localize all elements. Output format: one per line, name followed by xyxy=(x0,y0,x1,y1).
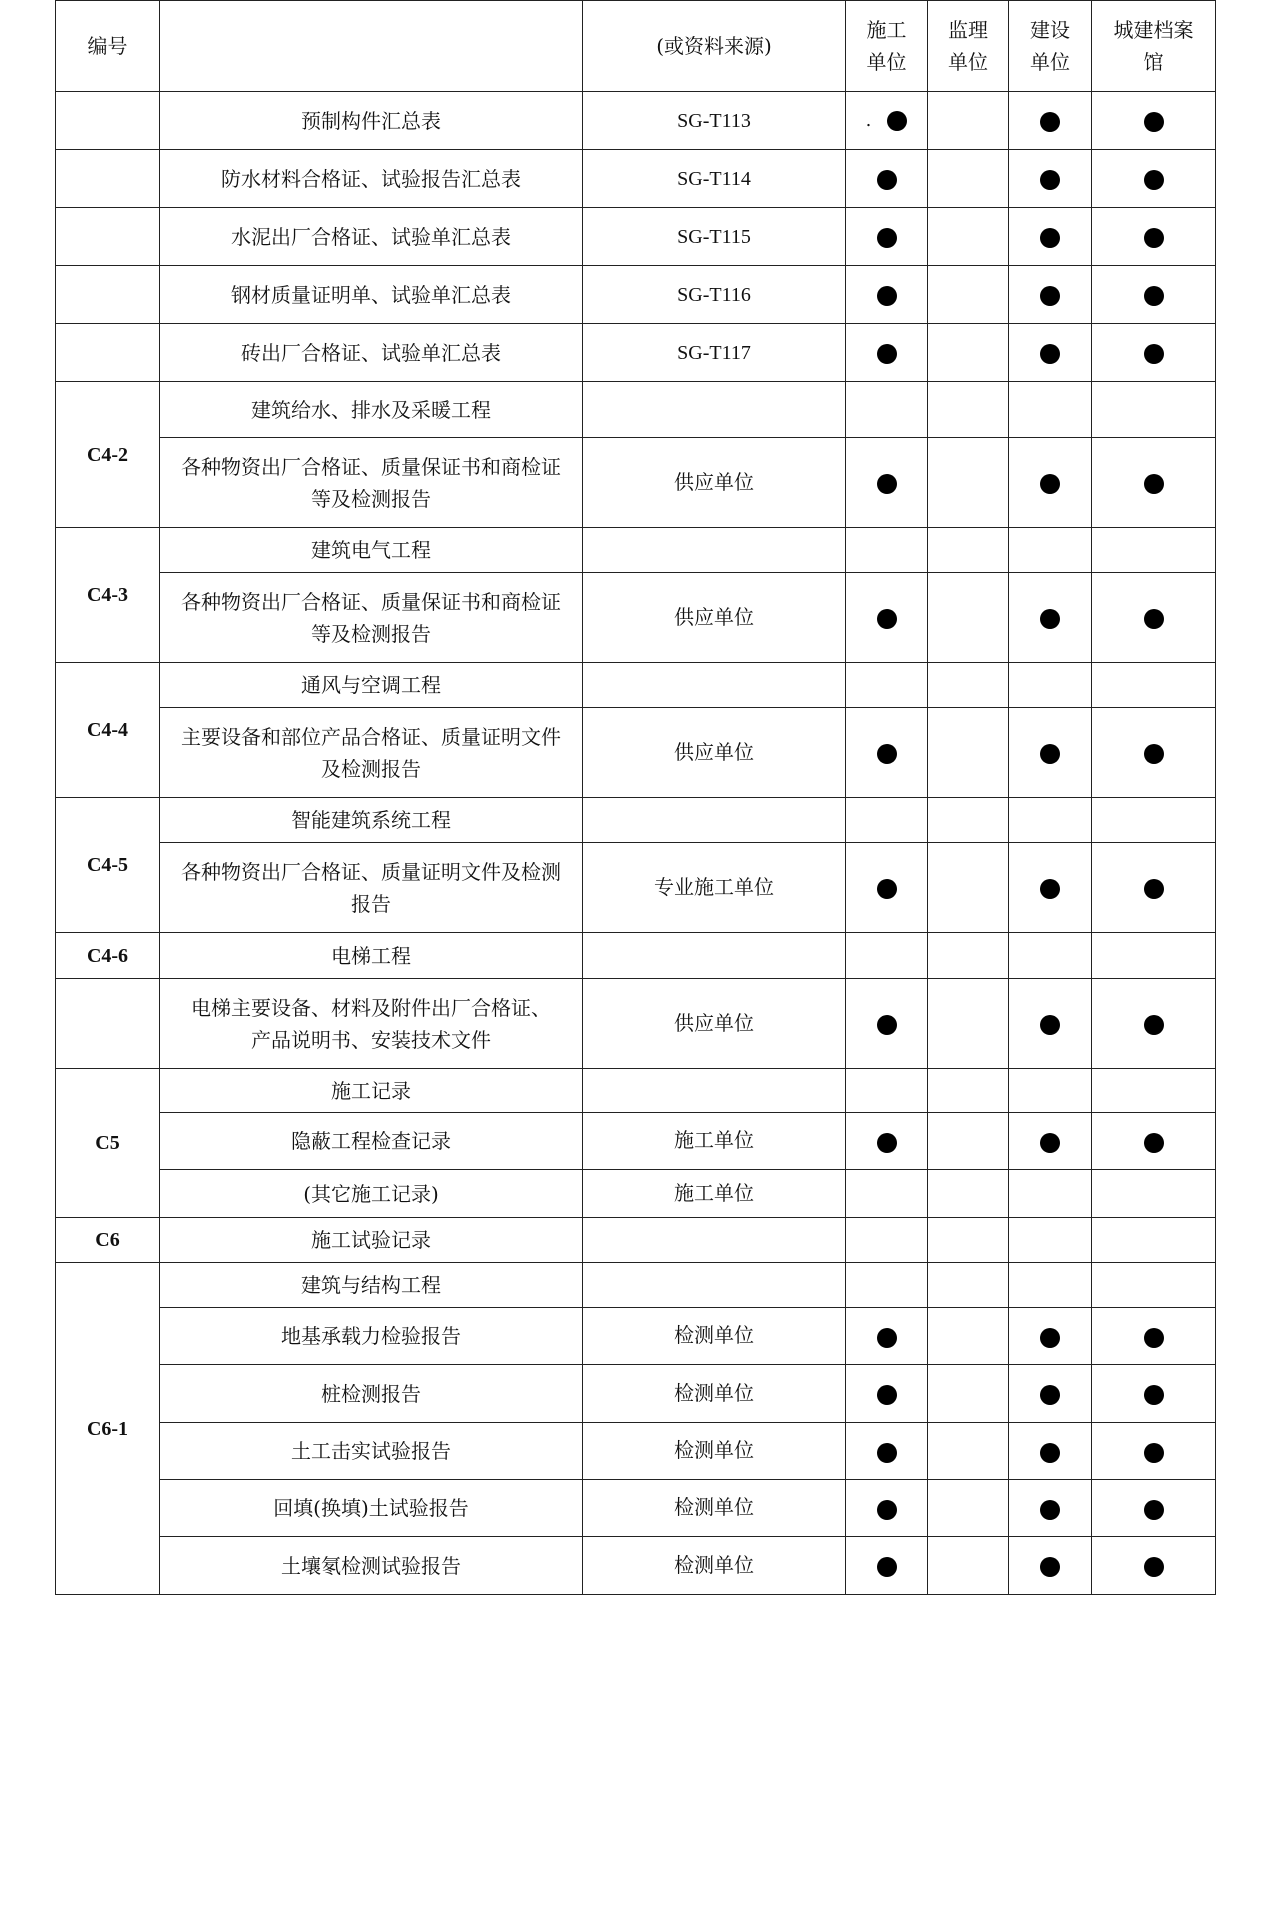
item-source: SG-T117 xyxy=(583,324,846,382)
item-source xyxy=(583,1218,846,1263)
table-row xyxy=(56,1423,1216,1480)
archive-cell-archive xyxy=(1092,438,1216,528)
table-row xyxy=(56,382,1216,438)
archive-cell-supervision xyxy=(928,573,1009,663)
item-source: SG-T115 xyxy=(583,208,846,266)
archive-cell-supervision xyxy=(928,528,1009,573)
item-name: 各种物资出厂合格证、质量保证书和商检证 等及检测报告 xyxy=(160,438,583,528)
archive-cell-owner xyxy=(1009,528,1092,573)
filled-dot-icon xyxy=(887,111,907,131)
filled-dot-icon xyxy=(1040,609,1060,629)
item-name: 主要设备和部位产品合格证、质量证明文件 及检测报告 xyxy=(160,708,583,798)
archive-cell-archive xyxy=(1092,92,1216,150)
archive-cell-supervision xyxy=(928,1423,1009,1480)
item-code xyxy=(56,150,160,208)
archive-cell-supervision xyxy=(928,92,1009,150)
archive-cell-owner xyxy=(1009,150,1092,208)
table-row xyxy=(56,1113,1216,1170)
item-name: 钢材质量证明单、试验单汇总表 xyxy=(160,266,583,324)
item-source: 检测单位 xyxy=(583,1480,846,1537)
filled-dot-icon xyxy=(1040,744,1060,764)
item-source: 检测单位 xyxy=(583,1537,846,1595)
archive-cell-supervision xyxy=(928,324,1009,382)
item-name: 隐蔽工程检查记录 xyxy=(160,1113,583,1170)
filled-dot-icon xyxy=(877,1500,897,1520)
archive-cell-construction xyxy=(846,979,928,1069)
item-source xyxy=(583,663,846,708)
archive-cell-archive xyxy=(1092,708,1216,798)
archive-cell-supervision xyxy=(928,1365,1009,1423)
archive-cell-construction xyxy=(846,1537,928,1595)
archive-cell-supervision xyxy=(928,1308,1009,1365)
table-row xyxy=(56,933,1216,979)
item-name: 电梯工程 xyxy=(160,933,583,979)
archive-cell-supervision xyxy=(928,663,1009,708)
item-source xyxy=(583,933,846,979)
table-row xyxy=(56,266,1216,324)
archive-cell-owner xyxy=(1009,1537,1092,1595)
archive-cell-owner xyxy=(1009,382,1092,438)
archive-cell-owner xyxy=(1009,1170,1092,1218)
item-source: 施工单位 xyxy=(583,1113,846,1170)
filled-dot-icon xyxy=(877,609,897,629)
item-name: 各种物资出厂合格证、质量保证书和商检证 等及检测报告 xyxy=(160,573,583,663)
archive-cell-owner xyxy=(1009,1365,1092,1423)
item-code: C4-4 xyxy=(56,663,160,798)
archive-cell-construction xyxy=(846,324,928,382)
item-name: 土壤氡检测试验报告 xyxy=(160,1537,583,1595)
archive-cell-owner xyxy=(1009,324,1092,382)
filled-dot-icon xyxy=(1144,286,1164,306)
table-row xyxy=(56,438,1216,528)
filled-dot-icon xyxy=(1144,344,1164,364)
archive-cell-archive xyxy=(1092,1365,1216,1423)
filled-dot-icon xyxy=(1144,228,1164,248)
stray-mark: . xyxy=(865,110,872,132)
archive-cell-supervision xyxy=(928,933,1009,979)
filled-dot-icon xyxy=(1040,1443,1060,1463)
item-name: 防水材料合格证、试验报告汇总表 xyxy=(160,150,583,208)
archive-cell-construction xyxy=(846,1263,928,1308)
archive-requirements-table xyxy=(55,0,1216,1595)
archive-cell-owner xyxy=(1009,843,1092,933)
item-name: 施工试验记录 xyxy=(160,1218,583,1263)
table-row xyxy=(56,843,1216,933)
item-code xyxy=(56,92,160,150)
archive-cell-supervision xyxy=(928,438,1009,528)
table-row xyxy=(56,979,1216,1069)
archive-cell-owner xyxy=(1009,573,1092,663)
item-code: C6 xyxy=(56,1218,160,1263)
item-code: C4-3 xyxy=(56,528,160,663)
item-code: C4-2 xyxy=(56,382,160,528)
header-org-owner: 建设 单位 xyxy=(1009,1,1092,92)
archive-cell-owner xyxy=(1009,663,1092,708)
item-source: 检测单位 xyxy=(583,1423,846,1480)
archive-cell-owner xyxy=(1009,1263,1092,1308)
item-source xyxy=(583,1263,846,1308)
item-code: C5 xyxy=(56,1069,160,1218)
filled-dot-icon xyxy=(1040,1133,1060,1153)
item-name: 通风与空调工程 xyxy=(160,663,583,708)
archive-cell-owner xyxy=(1009,708,1092,798)
filled-dot-icon xyxy=(877,1015,897,1035)
archive-cell-construction xyxy=(846,528,928,573)
filled-dot-icon xyxy=(1040,879,1060,899)
table-row xyxy=(56,528,1216,573)
archive-cell-owner xyxy=(1009,979,1092,1069)
filled-dot-icon xyxy=(877,344,897,364)
archive-cell-construction xyxy=(846,798,928,843)
archive-cell-archive xyxy=(1092,933,1216,979)
filled-dot-icon xyxy=(1040,170,1060,190)
header-org-archive: 城建档案 馆 xyxy=(1092,1,1216,92)
header-name xyxy=(160,1,583,92)
item-source xyxy=(583,798,846,843)
archive-cell-construction xyxy=(846,1308,928,1365)
archive-cell-construction xyxy=(846,663,928,708)
archive-cell-construction xyxy=(846,1423,928,1480)
item-source xyxy=(583,382,846,438)
filled-dot-icon xyxy=(1144,170,1164,190)
archive-cell-construction xyxy=(846,1170,928,1218)
item-source: 检测单位 xyxy=(583,1308,846,1365)
filled-dot-icon xyxy=(1144,1500,1164,1520)
filled-dot-icon xyxy=(877,170,897,190)
table-row xyxy=(56,92,1216,150)
archive-cell-archive xyxy=(1092,798,1216,843)
item-name: 土工击实试验报告 xyxy=(160,1423,583,1480)
archive-cell-owner xyxy=(1009,208,1092,266)
table-row xyxy=(56,1263,1216,1308)
filled-dot-icon xyxy=(1040,1500,1060,1520)
filled-dot-icon xyxy=(1040,286,1060,306)
item-source: 供应单位 xyxy=(583,708,846,798)
filled-dot-icon xyxy=(877,286,897,306)
filled-dot-icon xyxy=(877,879,897,899)
table-row xyxy=(56,1308,1216,1365)
archive-cell-construction xyxy=(846,1069,928,1113)
archive-cell-owner xyxy=(1009,933,1092,979)
table-row xyxy=(56,1365,1216,1423)
table-row xyxy=(56,798,1216,843)
archive-cell-archive xyxy=(1092,843,1216,933)
archive-cell-supervision xyxy=(928,382,1009,438)
archive-cell-archive xyxy=(1092,1113,1216,1170)
archive-cell-supervision xyxy=(928,1170,1009,1218)
filled-dot-icon xyxy=(1040,112,1060,132)
archive-cell-supervision xyxy=(928,208,1009,266)
item-source: SG-T116 xyxy=(583,266,846,324)
filled-dot-icon xyxy=(1040,1557,1060,1577)
filled-dot-icon xyxy=(877,744,897,764)
header-org-construction: 施工 单位 xyxy=(846,1,928,92)
item-code xyxy=(56,979,160,1069)
item-name: 水泥出厂合格证、试验单汇总表 xyxy=(160,208,583,266)
archive-cell-archive xyxy=(1092,573,1216,663)
item-name: 各种物资出厂合格证、质量证明文件及检测 报告 xyxy=(160,843,583,933)
item-source: SG-T113 xyxy=(583,92,846,150)
archive-cell-archive xyxy=(1092,1218,1216,1263)
archive-cell-construction xyxy=(846,92,928,150)
table-row xyxy=(56,1069,1216,1113)
archive-cell-archive xyxy=(1092,324,1216,382)
archive-cell-archive xyxy=(1092,1263,1216,1308)
item-code: C4-6 xyxy=(56,933,160,979)
item-name: 桩检测报告 xyxy=(160,1365,583,1423)
header-code: 编号 xyxy=(56,1,160,92)
archive-cell-construction xyxy=(846,843,928,933)
item-name: (其它施工记录) xyxy=(160,1170,583,1218)
archive-cell-supervision xyxy=(928,1263,1009,1308)
archive-cell-owner xyxy=(1009,438,1092,528)
archive-cell-construction xyxy=(846,1113,928,1170)
filled-dot-icon xyxy=(1144,1443,1164,1463)
filled-dot-icon xyxy=(877,1385,897,1405)
item-source: 施工单位 xyxy=(583,1170,846,1218)
item-code: C6-1 xyxy=(56,1263,160,1595)
filled-dot-icon xyxy=(877,228,897,248)
archive-cell-archive xyxy=(1092,1480,1216,1537)
archive-cell-construction xyxy=(846,933,928,979)
archive-cell-construction xyxy=(846,438,928,528)
filled-dot-icon xyxy=(1144,1557,1164,1577)
archive-cell-owner xyxy=(1009,1423,1092,1480)
filled-dot-icon xyxy=(1144,1015,1164,1035)
filled-dot-icon xyxy=(1144,609,1164,629)
archive-cell-archive xyxy=(1092,382,1216,438)
table-row xyxy=(56,1170,1216,1218)
item-name: 砖出厂合格证、试验单汇总表 xyxy=(160,324,583,382)
filled-dot-icon xyxy=(1144,1328,1164,1348)
archive-cell-construction xyxy=(846,708,928,798)
filled-dot-icon xyxy=(1144,879,1164,899)
header-source: (或资料来源) xyxy=(583,1,846,92)
archive-cell-supervision xyxy=(928,843,1009,933)
filled-dot-icon xyxy=(1144,1133,1164,1153)
archive-cell-construction xyxy=(846,1365,928,1423)
item-name: 地基承载力检验报告 xyxy=(160,1308,583,1365)
header-row xyxy=(56,1,1216,92)
filled-dot-icon xyxy=(1040,1328,1060,1348)
item-name: 回填(换填)土试验报告 xyxy=(160,1480,583,1537)
item-source: SG-T114 xyxy=(583,150,846,208)
archive-cell-owner xyxy=(1009,1218,1092,1263)
archive-cell-supervision xyxy=(928,708,1009,798)
filled-dot-icon xyxy=(1144,1385,1164,1405)
archive-cell-construction xyxy=(846,266,928,324)
filled-dot-icon xyxy=(1144,744,1164,764)
item-name: 电梯主要设备、材料及附件出厂合格证、 产品说明书、安装技术文件 xyxy=(160,979,583,1069)
archive-cell-supervision xyxy=(928,798,1009,843)
archive-cell-construction xyxy=(846,573,928,663)
table-row xyxy=(56,708,1216,798)
archive-cell-supervision xyxy=(928,150,1009,208)
table-row xyxy=(56,573,1216,663)
item-source xyxy=(583,1069,846,1113)
archive-cell-owner xyxy=(1009,798,1092,843)
archive-cell-supervision xyxy=(928,266,1009,324)
item-source: 供应单位 xyxy=(583,573,846,663)
archive-cell-construction xyxy=(846,382,928,438)
item-source: 专业施工单位 xyxy=(583,843,846,933)
archive-cell-supervision xyxy=(928,979,1009,1069)
item-name: 建筑与结构工程 xyxy=(160,1263,583,1308)
table-row xyxy=(56,663,1216,708)
table-row xyxy=(56,1480,1216,1537)
filled-dot-icon xyxy=(877,1133,897,1153)
archive-cell-owner xyxy=(1009,266,1092,324)
filled-dot-icon xyxy=(877,1443,897,1463)
item-source: 检测单位 xyxy=(583,1365,846,1423)
header-org-supervision: 监理 单位 xyxy=(928,1,1009,92)
filled-dot-icon xyxy=(1040,474,1060,494)
table-row xyxy=(56,324,1216,382)
item-name: 智能建筑系统工程 xyxy=(160,798,583,843)
item-name: 施工记录 xyxy=(160,1069,583,1113)
archive-cell-owner xyxy=(1009,1069,1092,1113)
archive-cell-supervision xyxy=(928,1069,1009,1113)
archive-cell-archive xyxy=(1092,1423,1216,1480)
filled-dot-icon xyxy=(877,474,897,494)
archive-cell-archive xyxy=(1092,1308,1216,1365)
archive-cell-archive xyxy=(1092,1069,1216,1113)
filled-dot-icon xyxy=(1040,228,1060,248)
archive-cell-archive xyxy=(1092,150,1216,208)
archive-cell-archive xyxy=(1092,266,1216,324)
archive-cell-supervision xyxy=(928,1537,1009,1595)
table-row xyxy=(56,150,1216,208)
item-code: C4-5 xyxy=(56,798,160,933)
archive-cell-owner xyxy=(1009,1308,1092,1365)
item-source: 供应单位 xyxy=(583,438,846,528)
archive-cell-construction xyxy=(846,208,928,266)
filled-dot-icon xyxy=(1144,112,1164,132)
archive-cell-archive xyxy=(1092,1537,1216,1595)
table-row xyxy=(56,1218,1216,1263)
archive-cell-owner xyxy=(1009,1480,1092,1537)
archive-cell-construction xyxy=(846,150,928,208)
table-row xyxy=(56,1537,1216,1595)
item-name: 预制构件汇总表 xyxy=(160,92,583,150)
item-name: 建筑给水、排水及采暖工程 xyxy=(160,382,583,438)
archive-cell-construction xyxy=(846,1480,928,1537)
archive-cell-archive xyxy=(1092,208,1216,266)
archive-cell-construction xyxy=(846,1218,928,1263)
archive-cell-archive xyxy=(1092,979,1216,1069)
item-source xyxy=(583,528,846,573)
item-source: 供应单位 xyxy=(583,979,846,1069)
item-name: 建筑电气工程 xyxy=(160,528,583,573)
item-code xyxy=(56,208,160,266)
filled-dot-icon xyxy=(877,1328,897,1348)
filled-dot-icon xyxy=(877,1557,897,1577)
archive-cell-archive xyxy=(1092,663,1216,708)
filled-dot-icon xyxy=(1040,344,1060,364)
archive-cell-archive xyxy=(1092,1170,1216,1218)
filled-dot-icon xyxy=(1040,1015,1060,1035)
table-row xyxy=(56,208,1216,266)
archive-cell-supervision xyxy=(928,1480,1009,1537)
filled-dot-icon xyxy=(1040,1385,1060,1405)
archive-cell-supervision xyxy=(928,1113,1009,1170)
archive-cell-owner xyxy=(1009,92,1092,150)
archive-cell-owner xyxy=(1009,1113,1092,1170)
item-code xyxy=(56,266,160,324)
archive-cell-supervision xyxy=(928,1218,1009,1263)
archive-cell-archive xyxy=(1092,528,1216,573)
item-code xyxy=(56,324,160,382)
filled-dot-icon xyxy=(1144,474,1164,494)
